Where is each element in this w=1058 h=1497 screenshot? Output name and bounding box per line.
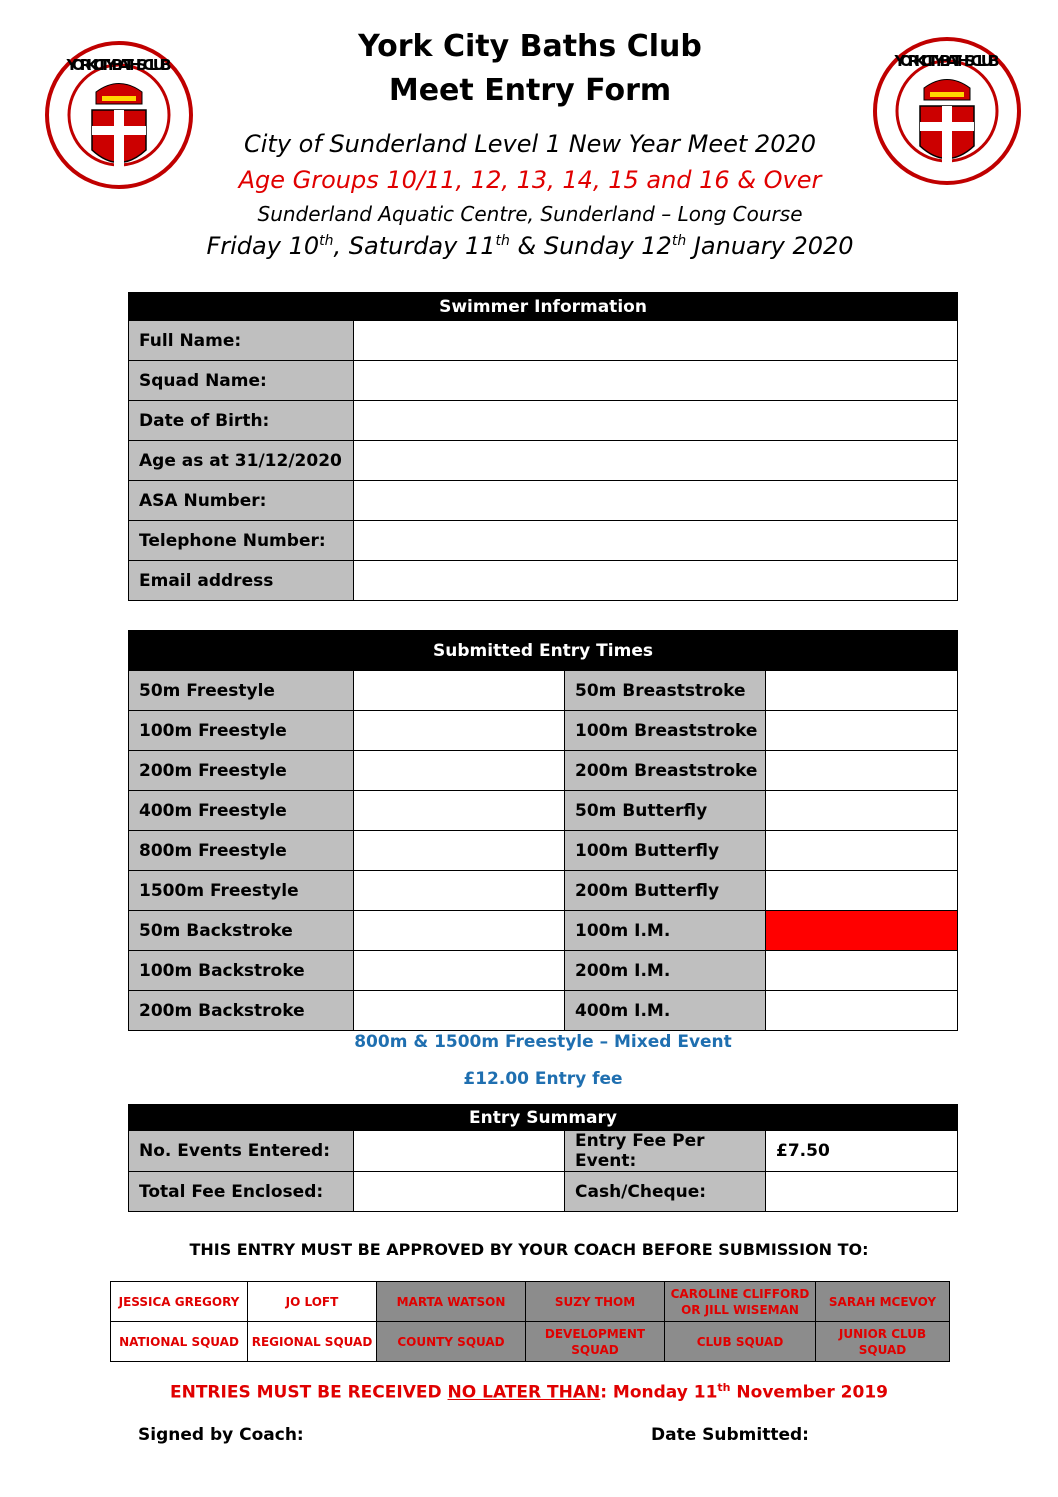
logo-text: YORK CITY BATHS CLUB: [894, 52, 1000, 70]
event-label: 800m Freestyle: [129, 831, 354, 871]
age-groups: Age Groups 10/11, 12, 13, 14, 15 and 16 & Over: [238, 166, 822, 194]
logo-text: YORK CITY BATHS CLUB: [66, 56, 172, 74]
coach-name: MARTA WATSON: [377, 1282, 526, 1322]
fee-per-event-value: £7.50: [766, 1131, 958, 1172]
event-label: 50m Backstroke: [129, 911, 354, 951]
meet-dates: Friday 10th, Saturday 11th & Sunday 12th January 2020: [206, 232, 854, 260]
event-time-field[interactable]: [766, 831, 958, 871]
event-label: 400m Freestyle: [129, 791, 354, 831]
event-time-field[interactable]: [354, 871, 565, 911]
entry-times-heading: Submitted Entry Times: [129, 631, 958, 671]
age-field[interactable]: [354, 441, 958, 481]
swimmer-info-heading: Swimmer Information: [129, 293, 958, 321]
event-time-field[interactable]: [354, 791, 565, 831]
event-label: 100m Breaststroke: [565, 711, 766, 751]
event-time-field[interactable]: [354, 671, 565, 711]
event-label: 1500m Freestyle: [129, 871, 354, 911]
coach-name: JO LOFT: [248, 1282, 377, 1322]
telephone-field[interactable]: [354, 521, 958, 561]
dob-field[interactable]: [354, 401, 958, 441]
total-fee-label: Total Fee Enclosed:: [129, 1172, 354, 1212]
event-label: 50m Butterfly: [565, 791, 766, 831]
email-label: Email address: [129, 561, 354, 601]
signed-by-coach-label: Signed by Coach:: [138, 1425, 304, 1445]
event-time-field[interactable]: [766, 711, 958, 751]
fee-per-event-label: Entry Fee Per Event:: [565, 1131, 766, 1172]
cash-cheque-label: Cash/Cheque:: [565, 1172, 766, 1212]
deadline-notice: ENTRIES MUST BE RECEIVED NO LATER THAN: Monday 11th November 2019: [170, 1381, 888, 1403]
club-logo-right: [872, 36, 1022, 186]
event-label: 200m I.M.: [565, 951, 766, 991]
event-label: 200m Backstroke: [129, 991, 354, 1031]
squad-name: DEVELOPMENT SQUAD: [526, 1322, 665, 1362]
event-label: 100m Butterfly: [565, 831, 766, 871]
event-time-field[interactable]: [766, 991, 958, 1031]
squad-name-label: Squad Name:: [129, 361, 354, 401]
squad-name: CLUB SQUAD: [665, 1322, 816, 1362]
event-time-field[interactable]: [766, 951, 958, 991]
squad-name-field[interactable]: [354, 361, 958, 401]
coach-name: JESSICA GREGORY: [111, 1282, 248, 1322]
venue: Sunderland Aquatic Centre, Sunderland – Long Course: [257, 202, 803, 226]
squad-name: COUNTY SQUAD: [377, 1322, 526, 1362]
event-label: 200m Butterfly: [565, 871, 766, 911]
event-time-field[interactable]: [766, 871, 958, 911]
email-field[interactable]: [354, 561, 958, 601]
cash-cheque-field[interactable]: [766, 1172, 958, 1212]
form-title: York City Baths Club: [358, 29, 702, 64]
entry-summary-table: [128, 1104, 958, 1212]
event-label: 400m I.M.: [565, 991, 766, 1031]
swimmer-info-table: [128, 292, 958, 601]
mixed-event-note: 800m & 1500m Freestyle – Mixed Event: [354, 1032, 732, 1052]
squad-name: NATIONAL SQUAD: [111, 1322, 248, 1362]
event-time-field[interactable]: [766, 671, 958, 711]
full-name-field[interactable]: [354, 321, 958, 361]
asa-number-field[interactable]: [354, 481, 958, 521]
dob-label: Date of Birth:: [129, 401, 354, 441]
meet-name: City of Sunderland Level 1 New Year Meet 2020: [243, 130, 817, 158]
coach-table: [110, 1281, 950, 1362]
date-submitted-label: Date Submitted:: [651, 1425, 809, 1445]
event-time-field[interactable]: [354, 951, 565, 991]
event-label: 50m Freestyle: [129, 671, 354, 711]
total-fee-field[interactable]: [354, 1172, 565, 1212]
events-entered-label: No. Events Entered:: [129, 1131, 354, 1172]
event-label: 200m Freestyle: [129, 751, 354, 791]
event-label: 50m Breaststroke: [565, 671, 766, 711]
entry-times-table: [128, 630, 958, 1031]
event-time-field[interactable]: [354, 751, 565, 791]
form-subtitle: Meet Entry Form: [388, 73, 672, 108]
age-label: Age as at 31/12/2020: [129, 441, 354, 481]
event-label: 100m I.M.: [565, 911, 766, 951]
approval-notice: THIS ENTRY MUST BE APPROVED BY YOUR COACH BEFORE SUBMISSION TO:: [189, 1240, 869, 1259]
event-time-field[interactable]: [354, 991, 565, 1031]
event-time-field[interactable]: [354, 911, 565, 951]
entry-summary-heading: Entry Summary: [129, 1105, 958, 1131]
event-label: 200m Breaststroke: [565, 751, 766, 791]
coach-name: SARAH MCEVOY: [816, 1282, 950, 1322]
coach-name: SUZY THOM: [526, 1282, 665, 1322]
full-name-label: Full Name:: [129, 321, 354, 361]
events-entered-field[interactable]: [354, 1131, 565, 1172]
event-label: 100m Backstroke: [129, 951, 354, 991]
coach-name: CAROLINE CLIFFORD OR JILL WISEMAN: [665, 1282, 816, 1322]
event-time-field[interactable]: [354, 831, 565, 871]
event-time-field[interactable]: [354, 711, 565, 751]
squad-name: REGIONAL SQUAD: [248, 1322, 377, 1362]
squad-name: JUNIOR CLUB SQUAD: [816, 1322, 950, 1362]
entry-fee-note: £12.00 Entry fee: [463, 1069, 623, 1089]
event-time-field[interactable]: [766, 751, 958, 791]
asa-number-label: ASA Number:: [129, 481, 354, 521]
event-time-field[interactable]: [766, 791, 958, 831]
telephone-label: Telephone Number:: [129, 521, 354, 561]
event-time-field-unavailable: [766, 911, 958, 951]
event-label: 100m Freestyle: [129, 711, 354, 751]
